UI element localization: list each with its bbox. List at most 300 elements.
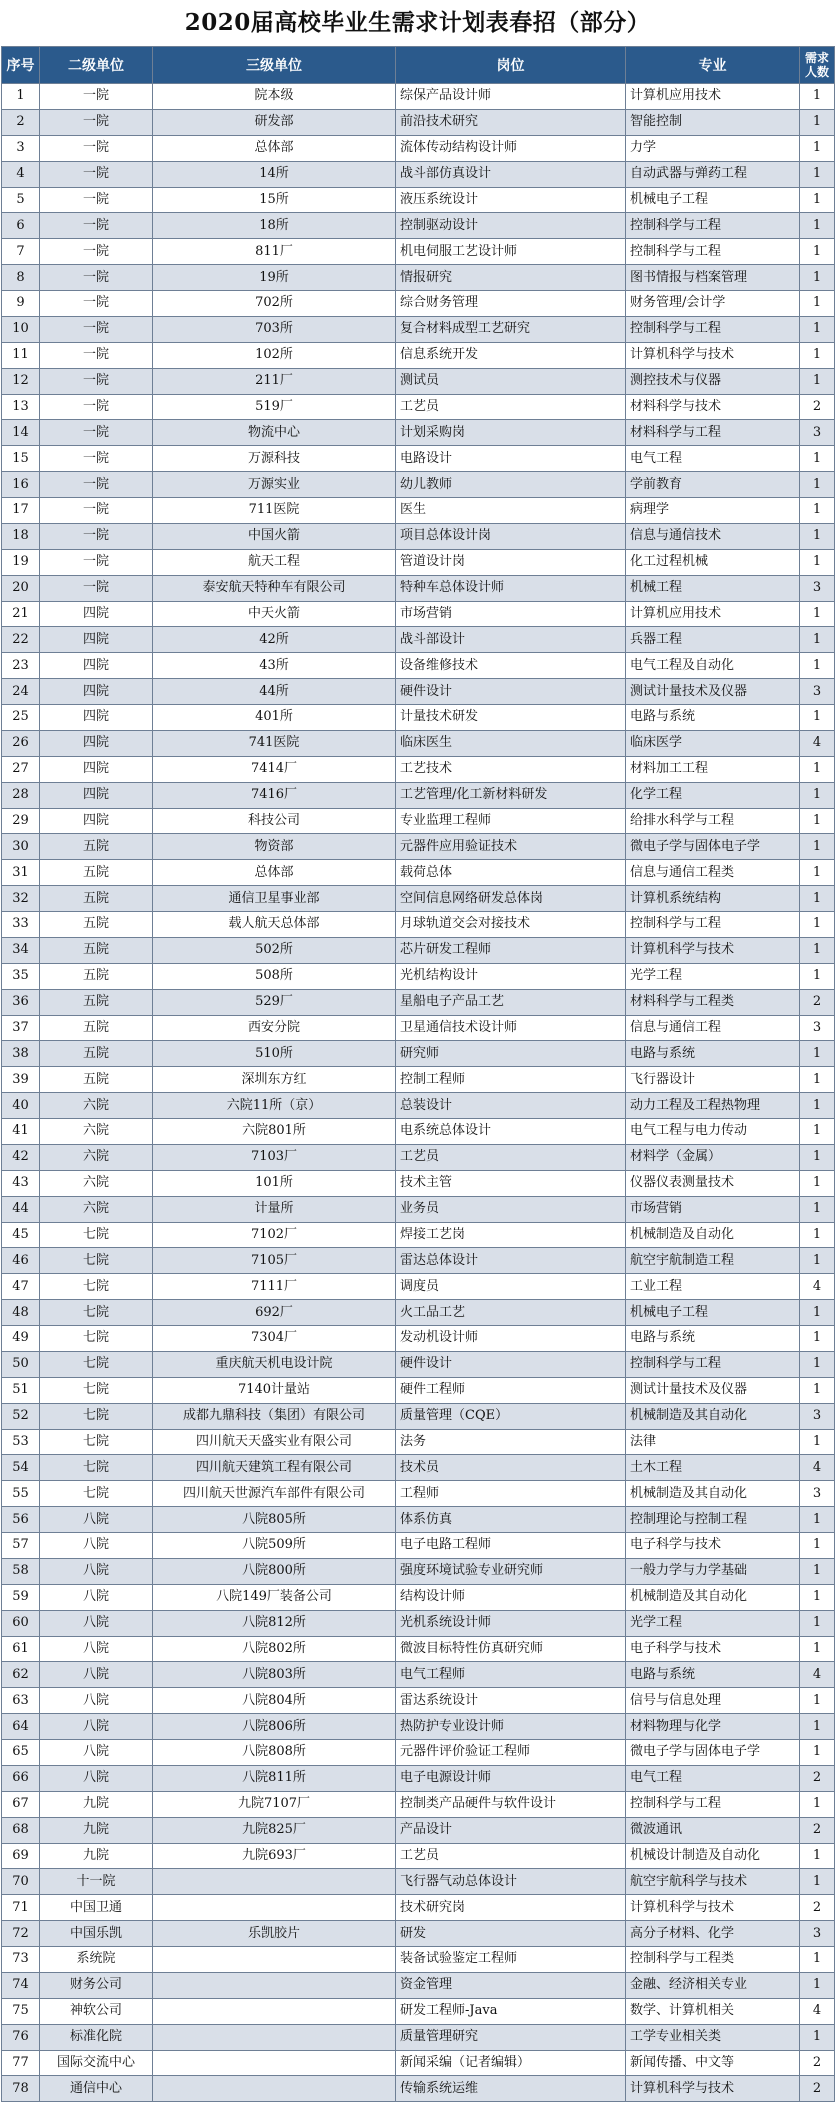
cell-position: 综合财务管理 — [396, 291, 626, 317]
table-row — [2, 1274, 835, 1300]
cell-count: 1 — [800, 1688, 835, 1714]
cell-major: 控制科学与工程类 — [626, 1947, 800, 1973]
table-row — [2, 963, 835, 989]
table-row — [2, 213, 835, 239]
cell-no: 5 — [2, 187, 40, 213]
table-row — [2, 808, 835, 834]
table-row — [2, 2076, 835, 2102]
cell-count: 1 — [800, 756, 835, 782]
cell-major: 电子科学与技术 — [626, 1533, 800, 1559]
cell-level3-unit: 八院509所 — [153, 1533, 396, 1559]
cell-no: 30 — [2, 834, 40, 860]
cell-count: 1 — [800, 1714, 835, 1740]
cell-level2-unit: 一院 — [40, 446, 153, 472]
cell-no: 29 — [2, 808, 40, 834]
page-title: 2020届高校毕业生需求计划表春招（部分） — [184, 9, 651, 36]
cell-count: 3 — [800, 1403, 835, 1429]
cell-level3-unit: 702所 — [153, 291, 396, 317]
table-row — [2, 1998, 835, 2024]
cell-level2-unit: 八院 — [40, 1558, 153, 1584]
cell-level3-unit: 物流中心 — [153, 420, 396, 446]
cell-no: 9 — [2, 291, 40, 317]
cell-level3-unit: 811厂 — [153, 239, 396, 265]
cell-count: 1 — [800, 886, 835, 912]
cell-position: 特种车总体设计师 — [396, 575, 626, 601]
cell-no: 53 — [2, 1429, 40, 1455]
cell-level2-unit: 四院 — [40, 756, 153, 782]
table-row — [2, 1740, 835, 1766]
cell-level3-unit: 510所 — [153, 1041, 396, 1067]
cell-no: 25 — [2, 705, 40, 731]
table-row — [2, 575, 835, 601]
cell-position: 雷达系统设计 — [396, 1688, 626, 1714]
cell-major: 材料科学与技术 — [626, 394, 800, 420]
cell-count: 2 — [800, 1895, 835, 1921]
cell-count: 2 — [800, 2050, 835, 2076]
cell-no: 38 — [2, 1041, 40, 1067]
cell-no: 61 — [2, 1636, 40, 1662]
cell-count: 1 — [800, 1740, 835, 1766]
cell-level2-unit: 五院 — [40, 912, 153, 938]
cell-level2-unit: 一院 — [40, 316, 153, 342]
table-row — [2, 1429, 835, 1455]
cell-no: 65 — [2, 1740, 40, 1766]
table-row — [2, 523, 835, 549]
cell-position: 战斗部仿真设计 — [396, 161, 626, 187]
cell-position: 前沿技术研究 — [396, 109, 626, 135]
cell-major: 金融、经济相关专业 — [626, 1972, 800, 1998]
cell-position: 工艺员 — [396, 1843, 626, 1869]
cell-level2-unit: 四院 — [40, 782, 153, 808]
table-row — [2, 1119, 835, 1145]
cell-level3-unit: 44所 — [153, 679, 396, 705]
cell-count: 4 — [800, 1998, 835, 2024]
cell-count: 1 — [800, 1507, 835, 1533]
cell-level3-unit: 研发部 — [153, 109, 396, 135]
cell-level2-unit: 七院 — [40, 1377, 153, 1403]
cell-no: 60 — [2, 1610, 40, 1636]
cell-count: 1 — [800, 239, 835, 265]
cell-level3-unit: 八院806所 — [153, 1714, 396, 1740]
table-row — [2, 1843, 835, 1869]
table-row — [2, 342, 835, 368]
cell-level2-unit: 五院 — [40, 963, 153, 989]
cell-level2-unit: 一院 — [40, 161, 153, 187]
cell-level3-unit: 7111厂 — [153, 1274, 396, 1300]
cell-position: 综保产品设计师 — [396, 84, 626, 110]
cell-level3-unit: 7103厂 — [153, 1144, 396, 1170]
cell-count: 1 — [800, 523, 835, 549]
cell-level2-unit: 八院 — [40, 1765, 153, 1791]
header-no: 序号 — [2, 47, 40, 84]
cell-level3-unit: 7414厂 — [153, 756, 396, 782]
cell-count: 1 — [800, 912, 835, 938]
cell-level3-unit: 总体部 — [153, 860, 396, 886]
cell-major: 材料物理与化学 — [626, 1714, 800, 1740]
cell-level3-unit: 14所 — [153, 161, 396, 187]
cell-level2-unit: 一院 — [40, 239, 153, 265]
cell-position: 设备维修技术 — [396, 653, 626, 679]
table-row — [2, 291, 835, 317]
cell-no: 1 — [2, 84, 40, 110]
cell-no: 48 — [2, 1300, 40, 1326]
table-row — [2, 1947, 835, 1973]
cell-level3-unit: 211厂 — [153, 368, 396, 394]
cell-level3-unit: 航天工程 — [153, 549, 396, 575]
cell-major: 智能控制 — [626, 109, 800, 135]
table-row — [2, 937, 835, 963]
cell-major: 测控技术与仪器 — [626, 368, 800, 394]
cell-count: 1 — [800, 1947, 835, 1973]
cell-no: 52 — [2, 1403, 40, 1429]
cell-no: 6 — [2, 213, 40, 239]
cell-position: 研发工程师-Java — [396, 1998, 626, 2024]
table-row — [2, 2024, 835, 2050]
cell-major: 机械电子工程 — [626, 187, 800, 213]
cell-count: 1 — [800, 1377, 835, 1403]
cell-major: 数学、计算机相关 — [626, 1998, 800, 2024]
cell-level2-unit: 通信中心 — [40, 2076, 153, 2102]
cell-level3-unit: 中天火箭 — [153, 601, 396, 627]
cell-count: 1 — [800, 1558, 835, 1584]
cell-major: 机械设计制造及自动化 — [626, 1843, 800, 1869]
cell-count: 1 — [800, 1248, 835, 1274]
cell-no: 24 — [2, 679, 40, 705]
cell-count: 1 — [800, 1791, 835, 1817]
cell-position: 空间信息网络研发总体岗 — [396, 886, 626, 912]
table-row — [2, 446, 835, 472]
cell-position: 项目总体设计岗 — [396, 523, 626, 549]
table-row — [2, 1921, 835, 1947]
table-row — [2, 368, 835, 394]
cell-position: 技术主管 — [396, 1170, 626, 1196]
cell-no: 19 — [2, 549, 40, 575]
cell-no: 16 — [2, 472, 40, 498]
cell-count: 3 — [800, 575, 835, 601]
cell-count: 1 — [800, 1610, 835, 1636]
cell-major: 信息与通信工程类 — [626, 860, 800, 886]
table-row — [2, 1300, 835, 1326]
cell-level3-unit: 六院11所（京） — [153, 1093, 396, 1119]
cell-level3-unit: 乐凯胶片 — [153, 1921, 396, 1947]
cell-count: 2 — [800, 2076, 835, 2102]
cell-major: 高分子材料、化学 — [626, 1921, 800, 1947]
cell-major: 控制科学与工程 — [626, 1351, 800, 1377]
cell-major: 测试计量技术及仪器 — [626, 1377, 800, 1403]
cell-no: 77 — [2, 2050, 40, 2076]
table-row — [2, 653, 835, 679]
cell-position: 临床医生 — [396, 730, 626, 756]
cell-no: 41 — [2, 1119, 40, 1145]
cell-position: 计划采购岗 — [396, 420, 626, 446]
cell-no: 46 — [2, 1248, 40, 1274]
cell-level3-unit: 八院808所 — [153, 1740, 396, 1766]
table-row — [2, 1895, 835, 1921]
cell-no: 50 — [2, 1351, 40, 1377]
cell-level3-unit: 703所 — [153, 316, 396, 342]
table-row — [2, 1455, 835, 1481]
cell-position: 法务 — [396, 1429, 626, 1455]
table-row — [2, 1041, 835, 1067]
cell-no: 21 — [2, 601, 40, 627]
table-row — [2, 886, 835, 912]
cell-no: 44 — [2, 1196, 40, 1222]
cell-level2-unit: 六院 — [40, 1144, 153, 1170]
cell-level3-unit: 692厂 — [153, 1300, 396, 1326]
table-row — [2, 472, 835, 498]
cell-level3-unit: 八院812所 — [153, 1610, 396, 1636]
cell-count: 1 — [800, 834, 835, 860]
cell-major: 机械制造及其自动化 — [626, 1584, 800, 1610]
header-count: 需求人数 — [800, 47, 835, 84]
cell-no: 33 — [2, 912, 40, 938]
cell-level3-unit: 529厂 — [153, 989, 396, 1015]
cell-level3-unit: 711医院 — [153, 498, 396, 524]
cell-level2-unit: 一院 — [40, 472, 153, 498]
cell-position: 新闻采编（记者编辑） — [396, 2050, 626, 2076]
cell-major: 材料学（金属） — [626, 1144, 800, 1170]
cell-major: 动力工程及工程热物理 — [626, 1093, 800, 1119]
cell-position: 硬件设计 — [396, 1351, 626, 1377]
cell-level3-unit: 九院7107厂 — [153, 1791, 396, 1817]
cell-major: 财务管理/会计学 — [626, 291, 800, 317]
cell-count: 1 — [800, 213, 835, 239]
cell-level2-unit: 八院 — [40, 1584, 153, 1610]
cell-level2-unit: 七院 — [40, 1222, 153, 1248]
cell-position: 硬件工程师 — [396, 1377, 626, 1403]
cell-major: 市场营销 — [626, 1196, 800, 1222]
table-row — [2, 187, 835, 213]
header-level3-unit: 三级单位 — [153, 47, 396, 84]
cell-level3-unit: 19所 — [153, 265, 396, 291]
cell-major: 电气工程 — [626, 446, 800, 472]
cell-major: 力学 — [626, 135, 800, 161]
cell-no: 51 — [2, 1377, 40, 1403]
table-row — [2, 84, 835, 110]
cell-level2-unit: 一院 — [40, 342, 153, 368]
cell-no: 31 — [2, 860, 40, 886]
cell-level3-unit: 八院804所 — [153, 1688, 396, 1714]
cell-level2-unit: 财务公司 — [40, 1972, 153, 1998]
cell-position: 研究师 — [396, 1041, 626, 1067]
cell-major: 化工过程机械 — [626, 549, 800, 575]
table-row — [2, 498, 835, 524]
cell-major: 微波通讯 — [626, 1817, 800, 1843]
cell-level3-unit: 7140计量站 — [153, 1377, 396, 1403]
cell-level3-unit: 通信卫星事业部 — [153, 886, 396, 912]
cell-level2-unit: 五院 — [40, 1015, 153, 1041]
cell-level3-unit: 四川航天天盛实业有限公司 — [153, 1429, 396, 1455]
cell-level3-unit: 7304厂 — [153, 1326, 396, 1352]
cell-position: 产品设计 — [396, 1817, 626, 1843]
cell-position: 结构设计师 — [396, 1584, 626, 1610]
cell-major: 计算机科学与技术 — [626, 1895, 800, 1921]
cell-level2-unit: 一院 — [40, 265, 153, 291]
cell-level3-unit: 六院801所 — [153, 1119, 396, 1145]
cell-level2-unit: 七院 — [40, 1248, 153, 1274]
cell-level2-unit: 六院 — [40, 1119, 153, 1145]
cell-position: 体系仿真 — [396, 1507, 626, 1533]
cell-level3-unit: 计量所 — [153, 1196, 396, 1222]
cell-major: 微电子学与固体电子学 — [626, 1740, 800, 1766]
cell-position: 工艺员 — [396, 1144, 626, 1170]
cell-level3-unit: 401所 — [153, 705, 396, 731]
cell-level2-unit: 国际交流中心 — [40, 2050, 153, 2076]
cell-position: 光机系统设计师 — [396, 1610, 626, 1636]
demand-table — [1, 46, 835, 2102]
cell-level2-unit: 标准化院 — [40, 2024, 153, 2050]
cell-position: 情报研究 — [396, 265, 626, 291]
cell-level2-unit: 六院 — [40, 1093, 153, 1119]
table-row — [2, 730, 835, 756]
cell-no: 74 — [2, 1972, 40, 1998]
table-row — [2, 1326, 835, 1352]
cell-position: 液压系统设计 — [396, 187, 626, 213]
cell-level2-unit: 一院 — [40, 291, 153, 317]
cell-no: 70 — [2, 1869, 40, 1895]
cell-count: 1 — [800, 1429, 835, 1455]
cell-level2-unit: 一院 — [40, 213, 153, 239]
cell-major: 电路与系统 — [626, 705, 800, 731]
cell-major: 控制科学与工程 — [626, 912, 800, 938]
cell-level3-unit: 7105厂 — [153, 1248, 396, 1274]
cell-no: 2 — [2, 109, 40, 135]
cell-position: 发动机设计师 — [396, 1326, 626, 1352]
cell-major: 计算机应用技术 — [626, 601, 800, 627]
cell-position: 电系统总体设计 — [396, 1119, 626, 1145]
cell-no: 13 — [2, 394, 40, 420]
cell-level2-unit: 五院 — [40, 1067, 153, 1093]
cell-position: 芯片研发工程师 — [396, 937, 626, 963]
cell-count: 1 — [800, 84, 835, 110]
cell-position: 电路设计 — [396, 446, 626, 472]
cell-level2-unit: 神软公司 — [40, 1998, 153, 2024]
cell-level2-unit: 七院 — [40, 1429, 153, 1455]
cell-major: 学前教育 — [626, 472, 800, 498]
cell-count: 1 — [800, 549, 835, 575]
cell-no: 14 — [2, 420, 40, 446]
cell-major: 机械制造及其自动化 — [626, 1403, 800, 1429]
cell-level2-unit: 一院 — [40, 394, 153, 420]
cell-count: 1 — [800, 653, 835, 679]
cell-level3-unit: 八院803所 — [153, 1662, 396, 1688]
cell-count: 1 — [800, 1093, 835, 1119]
cell-count: 1 — [800, 1636, 835, 1662]
cell-major: 航空宇航制造工程 — [626, 1248, 800, 1274]
cell-position: 调度员 — [396, 1274, 626, 1300]
cell-level2-unit: 九院 — [40, 1791, 153, 1817]
cell-major: 计算机系统结构 — [626, 886, 800, 912]
cell-no: 8 — [2, 265, 40, 291]
cell-level3-unit: 深圳东方红 — [153, 1067, 396, 1093]
cell-level2-unit: 十一院 — [40, 1869, 153, 1895]
cell-level3-unit: 102所 — [153, 342, 396, 368]
cell-major: 微电子学与固体电子学 — [626, 834, 800, 860]
cell-level2-unit: 五院 — [40, 1041, 153, 1067]
cell-level3-unit: 八院802所 — [153, 1636, 396, 1662]
table-row — [2, 756, 835, 782]
cell-no: 78 — [2, 2076, 40, 2102]
cell-level2-unit: 八院 — [40, 1688, 153, 1714]
table-row — [2, 705, 835, 731]
cell-level2-unit: 六院 — [40, 1170, 153, 1196]
cell-count: 1 — [800, 1326, 835, 1352]
cell-no: 57 — [2, 1533, 40, 1559]
cell-position: 专业监理工程师 — [396, 808, 626, 834]
cell-no: 3 — [2, 135, 40, 161]
cell-count: 2 — [800, 1817, 835, 1843]
cell-count: 1 — [800, 472, 835, 498]
cell-level3-unit: 519厂 — [153, 394, 396, 420]
cell-count: 1 — [800, 1196, 835, 1222]
cell-level3-unit — [153, 1998, 396, 2024]
table-row — [2, 549, 835, 575]
cell-position: 机电伺服工艺设计师 — [396, 239, 626, 265]
cell-no: 56 — [2, 1507, 40, 1533]
cell-position: 月球轨道交会对接技术 — [396, 912, 626, 938]
cell-position: 火工品工艺 — [396, 1300, 626, 1326]
table-row — [2, 1170, 835, 1196]
cell-level2-unit: 八院 — [40, 1662, 153, 1688]
cell-major: 法律 — [626, 1429, 800, 1455]
cell-level3-unit: 八院805所 — [153, 1507, 396, 1533]
table-body — [2, 84, 835, 2102]
table-row — [2, 1688, 835, 1714]
cell-count: 1 — [800, 265, 835, 291]
table-row — [2, 679, 835, 705]
cell-level2-unit: 中国卫通 — [40, 1895, 153, 1921]
cell-no: 68 — [2, 1817, 40, 1843]
cell-position: 电子电源设计师 — [396, 1765, 626, 1791]
cell-count: 1 — [800, 1869, 835, 1895]
table-row — [2, 1507, 835, 1533]
cell-no: 67 — [2, 1791, 40, 1817]
cell-position: 传输系统运维 — [396, 2076, 626, 2102]
cell-count: 1 — [800, 782, 835, 808]
cell-no: 4 — [2, 161, 40, 187]
cell-count: 1 — [800, 1351, 835, 1377]
cell-level3-unit: 成都九鼎科技（集团）有限公司 — [153, 1403, 396, 1429]
cell-count: 1 — [800, 1533, 835, 1559]
cell-position: 光机结构设计 — [396, 963, 626, 989]
cell-level2-unit: 四院 — [40, 601, 153, 627]
cell-count: 3 — [800, 679, 835, 705]
cell-major: 工学专业相关类 — [626, 2024, 800, 2050]
cell-level3-unit — [153, 2076, 396, 2102]
table-row — [2, 1869, 835, 1895]
cell-position: 信息系统开发 — [396, 342, 626, 368]
table-row — [2, 1662, 835, 1688]
cell-level2-unit: 九院 — [40, 1817, 153, 1843]
cell-position: 质量管理研究 — [396, 2024, 626, 2050]
cell-major: 土木工程 — [626, 1455, 800, 1481]
cell-count: 3 — [800, 1921, 835, 1947]
cell-count: 2 — [800, 394, 835, 420]
cell-level2-unit: 五院 — [40, 989, 153, 1015]
cell-position: 管道设计岗 — [396, 549, 626, 575]
cell-level2-unit: 一院 — [40, 109, 153, 135]
cell-no: 18 — [2, 523, 40, 549]
table-row — [2, 420, 835, 446]
cell-no: 36 — [2, 989, 40, 1015]
cell-level2-unit: 八院 — [40, 1507, 153, 1533]
cell-no: 11 — [2, 342, 40, 368]
cell-major: 电子科学与技术 — [626, 1636, 800, 1662]
cell-major: 图书情报与档案管理 — [626, 265, 800, 291]
cell-position: 控制驱动设计 — [396, 213, 626, 239]
cell-no: 59 — [2, 1584, 40, 1610]
cell-count: 4 — [800, 1274, 835, 1300]
